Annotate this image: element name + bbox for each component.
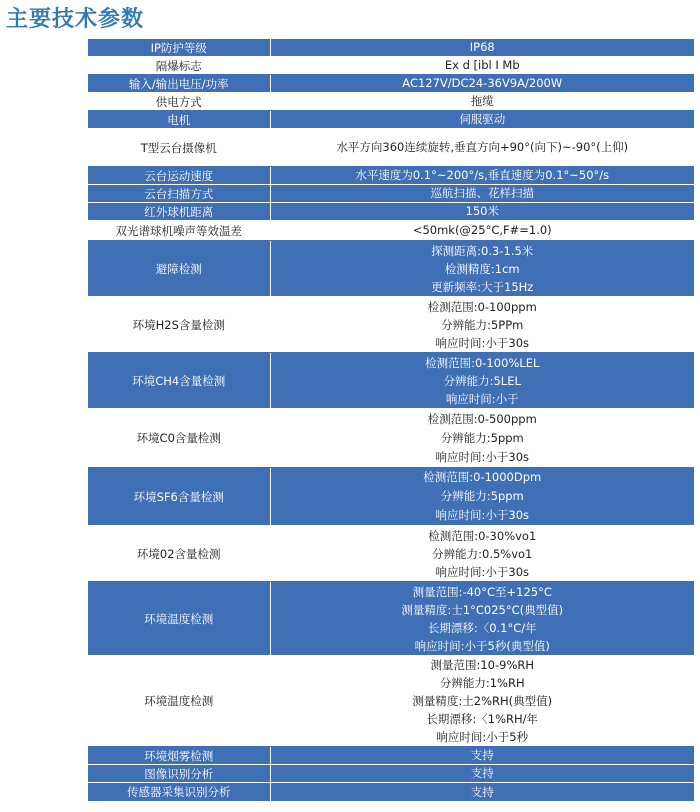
spec-label: 环境C0含量检测: [88, 409, 270, 468]
spec-row: [88, 75, 694, 93]
spec-row: [88, 241, 694, 297]
spec-row: [88, 167, 694, 185]
spec-label: 环境02含量检测: [88, 526, 270, 582]
spec-label: 环境温度检测: [88, 656, 270, 747]
spec-value-line: 拖缆: [470, 94, 494, 108]
spec-value-line: 支持: [470, 748, 494, 762]
spec-value: [270, 185, 694, 203]
spec-value-line: 响应时间:小于5秒: [436, 730, 529, 744]
spec-row: [88, 185, 694, 203]
spec-row: [88, 526, 694, 582]
spec-row: [88, 39, 694, 57]
spec-value-line: IP68: [469, 40, 495, 54]
spec-label: 环境烟雾检测: [88, 747, 270, 765]
spec-row: [88, 111, 694, 129]
spec-value-line: 检测范围:0-1000Dpm: [423, 470, 542, 484]
spec-value-line: 支持: [470, 766, 494, 780]
spec-value-line: 响应时间:小于5秒(典型值): [414, 638, 550, 653]
spec-value-line: 更新频率:大于15Hz: [431, 279, 534, 294]
spec-value: [270, 783, 694, 802]
spec-label: 传感器采集识别分析: [88, 783, 270, 802]
spec-value-line: 响应时间:小于30s: [435, 508, 529, 522]
spec-value: [270, 39, 694, 57]
spec-value-line: 水平方向360连续旋转,垂直方向+90°(向下)~-90°(上仰): [336, 140, 629, 154]
spec-row: [88, 656, 694, 747]
spec-value: [270, 297, 694, 353]
spec-label: 云台扫描方式: [88, 185, 270, 203]
spec-value-line: 分辨能力:5ppm: [440, 430, 524, 445]
spec-value-line: 支持: [470, 784, 494, 799]
spec-value: [270, 656, 694, 747]
spec-label: T型云台摄像机: [88, 129, 270, 167]
spec-value: [270, 75, 694, 93]
spec-label: 环境CH4含量检测: [88, 353, 270, 409]
spec-row: [88, 93, 694, 111]
spec-value-line: 检测范围:0-100ppm: [427, 299, 537, 314]
spec-value-line: 检测精度:1cm: [444, 261, 520, 276]
spec-value-line: Ex d [ibl I Mb: [444, 58, 520, 72]
spec-value-line: 分辨能力:5PPm: [441, 317, 524, 332]
spec-value: [270, 409, 694, 468]
spec-row: [88, 203, 694, 221]
spec-value: [270, 353, 694, 409]
spec-value-line: 响应时间:小于30s: [435, 564, 529, 579]
spec-label: 图像识别分析: [88, 765, 270, 783]
spec-value: [270, 57, 694, 75]
spec-row: [88, 409, 694, 468]
spec-value-line: 检测范围:0-30%vo1: [428, 528, 537, 543]
spec-value-line: 响应时间:小于: [445, 391, 519, 406]
spec-label: 环境温度检测: [88, 582, 270, 656]
page-title: 主要技术参数: [6, 7, 145, 32]
spec-row: [88, 468, 694, 526]
spec-label: 供电方式: [88, 93, 270, 111]
spec-value-line: 分辨能力:5ppm: [440, 489, 524, 503]
spec-label: 隔爆标志: [88, 57, 270, 75]
spec-value: [270, 468, 694, 526]
spec-value: [270, 93, 694, 111]
spec-value-line: 响应时间:小于30s: [435, 335, 529, 350]
spec-label: IP防护等级: [88, 39, 270, 57]
spec-label: 双光谱球机噪声等效温差: [88, 221, 270, 241]
spec-row: [88, 353, 694, 409]
spec-value: [270, 167, 694, 185]
spec-label: 环境SF6含量检测: [88, 468, 270, 526]
spec-value-line: 测量范围:10-9%RH: [430, 658, 535, 672]
spec-row: [88, 297, 694, 353]
spec-row: [88, 57, 694, 75]
spec-label: 云台运动速度: [88, 167, 270, 185]
spec-row: [88, 783, 694, 802]
spec-value-line: 长期漂移:〈1%RH/年: [426, 712, 539, 726]
spec-value-line: 响应时间:小于30s: [435, 449, 529, 464]
spec-value-line: 巡航扫描、花样扫描: [430, 186, 534, 200]
spec-value-line: 检测范围:0-500ppm: [427, 411, 537, 426]
spec-value: [270, 221, 694, 241]
spec-value-line: 测量精度:土2%RH(典型值): [412, 694, 553, 708]
spec-label: 电机: [88, 111, 270, 129]
spec-value-line: 检测范围:0-100%LEL: [425, 355, 540, 370]
spec-value-line: 测量范围:-40°C至+125°C: [412, 584, 552, 599]
spec-value: [270, 526, 694, 582]
spec-row: [88, 221, 694, 241]
spec-value: [270, 765, 694, 783]
spec-row: [88, 129, 694, 167]
spec-value-line: <50mk(@25°C,F#=1.0): [412, 223, 552, 237]
spec-value: [270, 747, 694, 765]
spec-value-line: 150米: [465, 204, 499, 218]
spec-value: [270, 129, 694, 167]
spec-value-line: 分辨能力:1%RH: [439, 676, 525, 690]
spec-label: 输入/输出电压/功率: [88, 75, 270, 93]
spec-table: [88, 38, 694, 802]
spec-label: 避障检测: [88, 241, 270, 297]
spec-value: [270, 582, 694, 656]
spec-label: 环境H2S含量检测: [88, 297, 270, 353]
spec-value-line: AC127V/DC24-36V9A/200W: [402, 76, 563, 90]
spec-value: [270, 203, 694, 221]
spec-value-line: 测量精度:士1°C025°C(典型值): [401, 602, 564, 617]
spec-value-line: 分辨能力:5LEL: [443, 373, 521, 388]
spec-value-line: 分辨能力:0.5%vo1: [432, 546, 533, 561]
spec-value: [270, 111, 694, 129]
spec-value-line: 探测距离:0.3-1.5米: [431, 243, 534, 258]
spec-row: [88, 747, 694, 765]
spec-row: [88, 765, 694, 783]
spec-value-line: 水平速度为0.1°~200°/s,垂直速度为0.1°~50°/s: [355, 168, 610, 182]
spec-value: [270, 241, 694, 297]
spec-label: 红外球机距离: [88, 203, 270, 221]
spec-value-line: 伺服驱动: [459, 112, 506, 126]
spec-row: [88, 582, 694, 656]
spec-value-line: 长期漂移:〈0.1°C/年: [427, 620, 537, 635]
